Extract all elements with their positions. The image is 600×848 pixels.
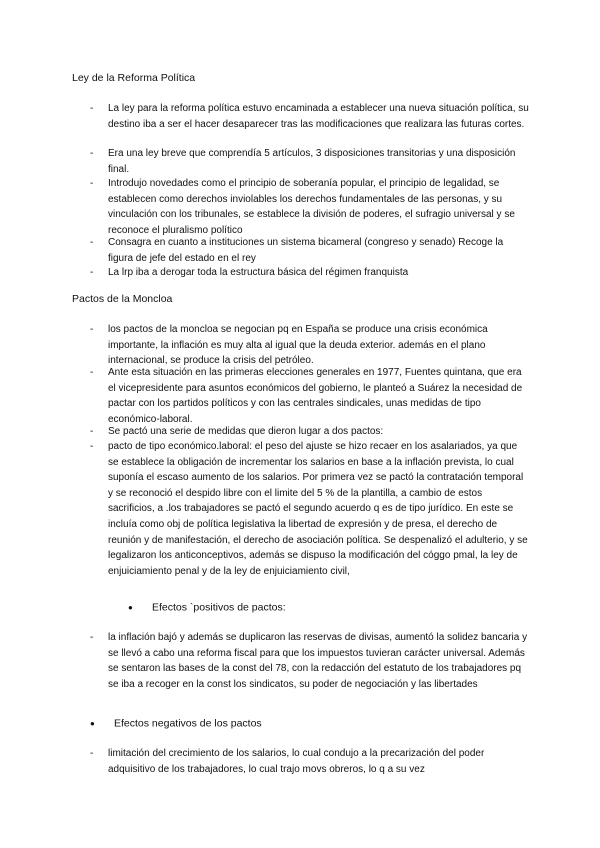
list-item [90,746,530,777]
dash-marker: - [90,367,94,378]
dash-marker: - [90,441,94,452]
section-title-pactos-moncloa: Pactos de la Moncloa [72,293,173,305]
section-title-reforma-politica: Ley de la Reforma Política [72,72,196,84]
list-item-text: La lrp iba a derogar toda la estructura básica del régimen franquista [108,267,409,278]
list-item-text: Consagra en cuanto a instituciones un sistema bicameral (congreso y senado) Recoge la figura de jefe del estado en el rey [108,237,504,264]
list-item [90,424,530,440]
dash-marker: - [90,148,94,159]
list-item [90,630,530,692]
list-item-text: Era una ley breve que comprendía 5 artículos, 3 disposiciones transitorias y una disposición final. [108,148,516,175]
dash-marker: - [90,324,94,335]
list-item [90,101,530,132]
dash-marker: - [90,267,94,278]
list-item-text: la inflación bajó y además se duplicaron las reservas de divisas, aumentó la solidez bancaria y se llevó a cabo una reforma fiscal para que los impuestos tuvieran carácter universal. Además se sentaron las bases de la const del 78, con la redacción del estatuto de los trabajadores pq se iba a recoger en la const los sindicatos, su poder de negociación y las libertades [108,632,528,690]
bullet-dot-icon: ● [90,719,95,728]
list-item [90,265,530,281]
list-item [90,176,530,238]
dash-marker: - [90,748,94,759]
positive-effects-title: Efectos `positivos de pactos: [152,601,286,614]
bullet-dot-icon: ● [128,603,133,612]
negative-effects-title: Efectos negativos de los pactos [114,717,262,730]
dash-marker: - [90,178,94,189]
negative-effects-heading [90,716,262,731]
list-item [90,146,530,177]
list-item [90,322,530,369]
dash-marker: - [90,237,94,248]
dash-marker: - [90,426,94,437]
dash-marker: - [90,103,94,114]
dash-marker: - [90,632,94,643]
list-item-text: Se pactó una serie de medidas que dieron lugar a dos pactos: [108,426,384,437]
list-item [90,439,530,579]
positive-effects-heading [128,600,286,615]
list-item [90,365,530,427]
list-item-text: limitación del crecimiento de los salarios, lo cual condujo a la precarización del poder adquisitivo de los trabajadores, lo cual trajo movs obreros, lo q a su vez [108,748,485,775]
list-item [90,235,530,266]
list-item-text: Introdujo novedades como el principio de soberanía popular, el principio de legalidad, se establecen como derechos inviolables los derechos fundamentales de las personas, y su vinculación con los tribunales, se establece la división de poderes, el sufragio universal y se reconoce el pluralismo político [108,178,515,236]
list-item-text: Ante esta situación en las primeras elecciones generales en 1977, Fuentes quintana, que era el vicepresidente para asuntos económicos del gobierno, le planteó a Suárez la necesidad de pactar con los partidos políticos y con las centrales sindicales, unas medidas de tipo económico-laboral. [108,367,523,425]
list-item-text: los pactos de la moncloa se negocian pq en España se produce una crisis económica importante, la inflación es muy alta al igual que la deuda exterior. además en el plano internacional, se produce la crisis del petróleo. [108,324,488,367]
list-item-text: La ley para la reforma política estuvo encaminada a establecer una nueva situación política, su destino iba a ser el hacer desaparecer tras las modificaciones que realizara las futuras cortes. [108,103,529,130]
list-item-text: pacto de tipo económico.laboral: el peso del ajuste se hizo recaer en los asalariados, ya que se establece la obligación de incrementar los salarios en base a la inflación prevista, lo cual suponía el escaso aumento de los salarios. Por primera vez se pactó la contratación temporal y se reconoció el despido libre con el limite del 5 % de la plantilla, a cambio de estos sacrificios, a .los trabajadores se pactó el segundo acuerdo q es de tipo jurídico. En este se incluía como obj de política legislativa la libertad de expresión y de presa, el derecho de reunión y de manifestación, el derecho de asociación política. Se despenalizó el adulterio, y se legalizaron los anticonceptivos, además se dispuso la modificación del cóggo pmal, la ley de enjuiciamiento penal y de la ley de enjuiciamiento civil, [108,441,528,577]
